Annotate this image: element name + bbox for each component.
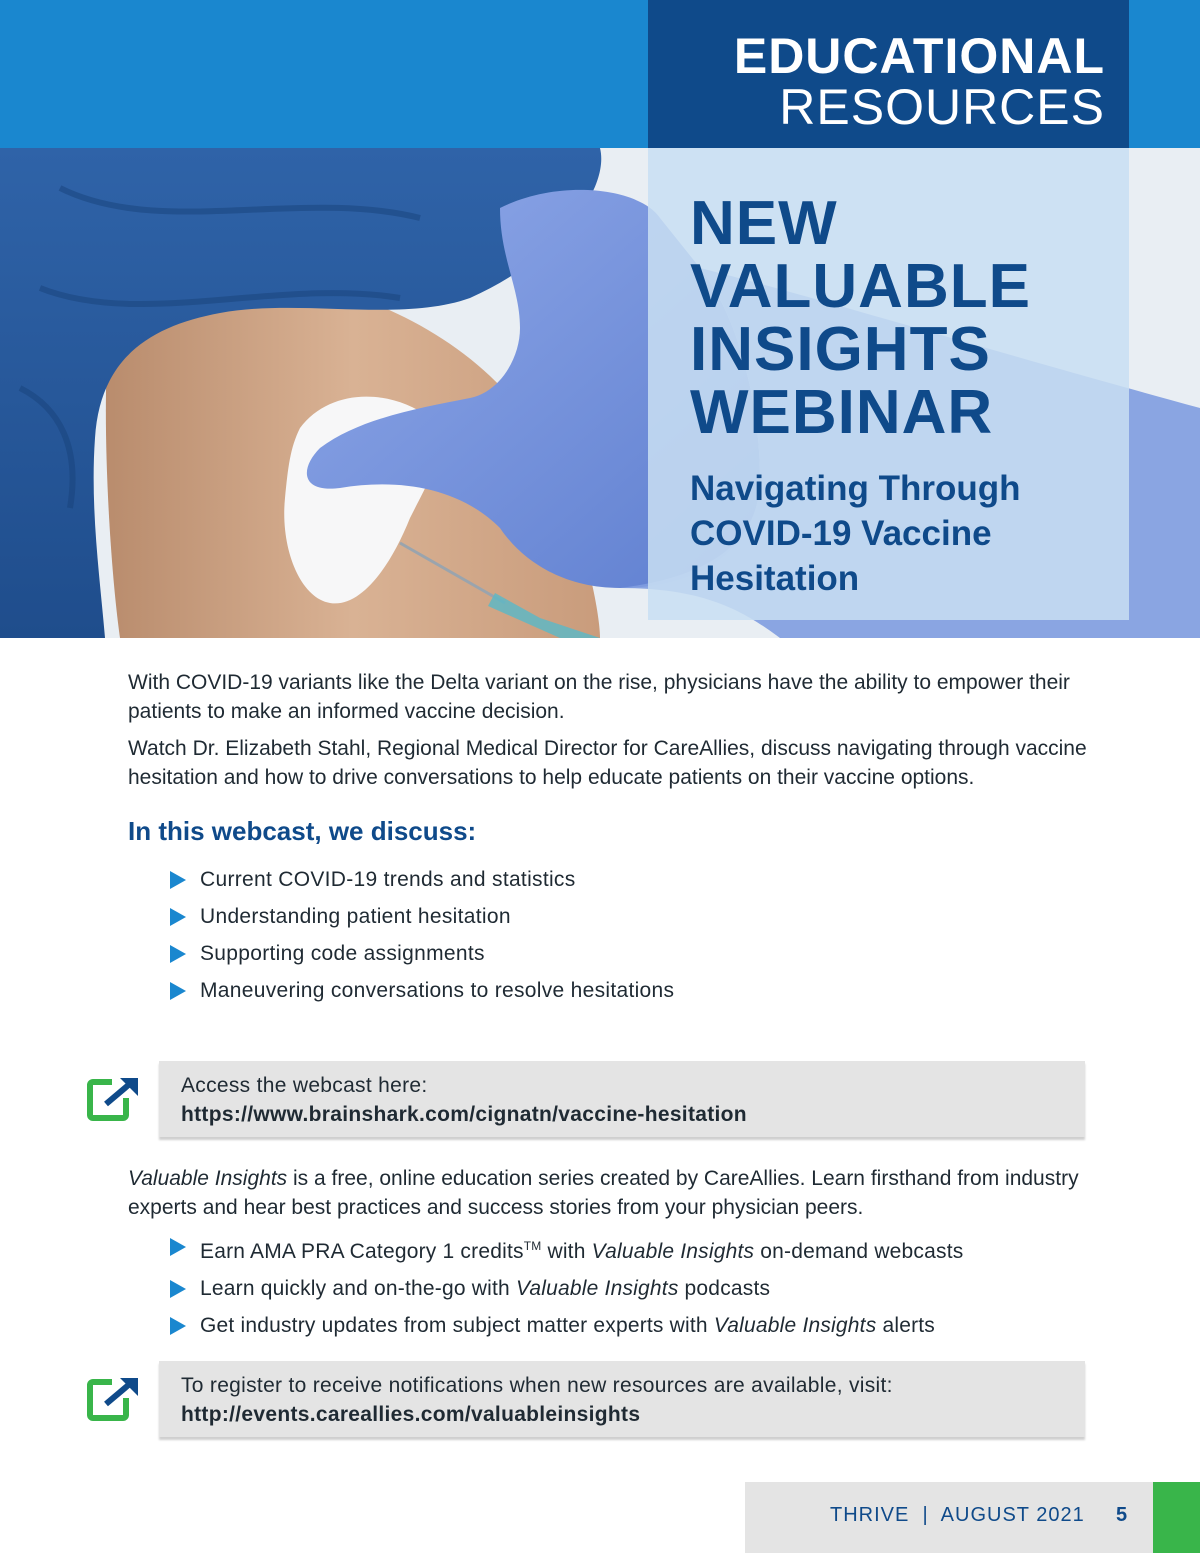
webcast-topic-list <box>170 865 1098 1005</box>
triangle-bullet-icon <box>170 908 186 926</box>
list-item-text: on-demand webcasts <box>754 1240 964 1263</box>
triangle-bullet-icon <box>170 1317 186 1335</box>
section-title-bold: EDUCATIONAL <box>733 28 1105 84</box>
title-line-3: INSIGHTS <box>690 315 991 384</box>
register-link[interactable]: http://events.careallies.com/valuableinsights <box>181 1403 641 1426</box>
list-item <box>170 976 1098 1005</box>
callout-label: To register to receive notifications when new resources are available, visit: <box>181 1374 893 1397</box>
footer-publication: THRIVE | AUGUST 2021 <box>830 1504 1085 1526</box>
trademark-superscript: TM <box>523 1239 542 1253</box>
article-body <box>128 668 1098 1013</box>
title-line-2: VALUABLE <box>690 252 1031 321</box>
list-item <box>170 1274 1070 1303</box>
series-name: Valuable Insights <box>515 1277 679 1300</box>
list-item-text: Learn quickly and on-the-go with <box>200 1277 516 1300</box>
list-item-text: Supporting code assignments <box>200 942 485 965</box>
webcast-link[interactable]: https://www.brainshark.com/cignatn/vaccine-hesitation <box>181 1103 747 1126</box>
section-header <box>648 0 1129 148</box>
series-paragraph <box>128 1164 1088 1222</box>
list-item <box>170 865 1098 894</box>
callout-label: Access the webcast here: <box>181 1074 428 1097</box>
list-item-text: Get industry updates from subject matter experts with <box>200 1314 714 1337</box>
series-name: Valuable Insights <box>591 1240 755 1263</box>
list-item-text: alerts <box>876 1314 936 1337</box>
register-link-callout <box>159 1361 1085 1437</box>
list-item-text: with <box>541 1240 592 1263</box>
list-item-text: Understanding patient hesitation <box>200 905 511 928</box>
list-item <box>170 902 1098 931</box>
series-description: is a free, online education series created by CareAllies. Learn firsthand from industry experts and hear best practices and success stories from your physician peers. <box>128 1167 1079 1219</box>
list-item-text: podcasts <box>678 1277 771 1300</box>
series-name: Valuable Insights <box>713 1314 877 1337</box>
title-line-4: WEBINAR <box>690 378 994 447</box>
footer-accent-bar <box>1153 1482 1200 1553</box>
intro-paragraph-1: With COVID-19 variants like the Delta variant on the rise, physicians have the ability to empower their patients to make an informed vaccine decision. <box>128 671 1070 723</box>
triangle-bullet-icon <box>170 1238 186 1256</box>
list-item <box>170 1311 1070 1340</box>
triangle-bullet-icon <box>170 945 186 963</box>
series-benefit-list <box>170 1232 1070 1348</box>
intro-paragraph-2: Watch Dr. Elizabeth Stahl, Regional Medical Director for CareAllies, discuss navigating through vaccine hesitation and how to drive conversations to help educate patients on their vaccine options. <box>128 737 1087 789</box>
list-item <box>170 1232 1070 1266</box>
list-item-text: Maneuvering conversations to resolve hesitations <box>200 979 675 1002</box>
webcast-heading: In this webcast, we discuss: <box>128 816 477 846</box>
webcast-link-callout <box>159 1061 1085 1137</box>
section-title-light: RESOURCES <box>779 79 1105 135</box>
title-line-1: NEW <box>690 189 838 258</box>
list-item-text: Current COVID-19 trends and statistics <box>200 868 576 891</box>
triangle-bullet-icon <box>170 871 186 889</box>
list-item-text: Earn AMA PRA Category 1 credits <box>200 1240 524 1263</box>
list-item <box>170 939 1098 968</box>
external-link-icon[interactable] <box>86 1374 142 1422</box>
triangle-bullet-icon <box>170 982 186 1000</box>
page-number: 5 <box>1116 1504 1128 1526</box>
external-link-icon[interactable] <box>86 1074 142 1122</box>
webinar-subtitle: Navigating Through COVID-19 Vaccine Hesitation <box>690 469 1021 598</box>
webinar-title <box>690 189 1109 447</box>
hero-title-panel <box>648 148 1129 620</box>
triangle-bullet-icon <box>170 1280 186 1298</box>
series-name: Valuable Insights <box>128 1167 288 1190</box>
